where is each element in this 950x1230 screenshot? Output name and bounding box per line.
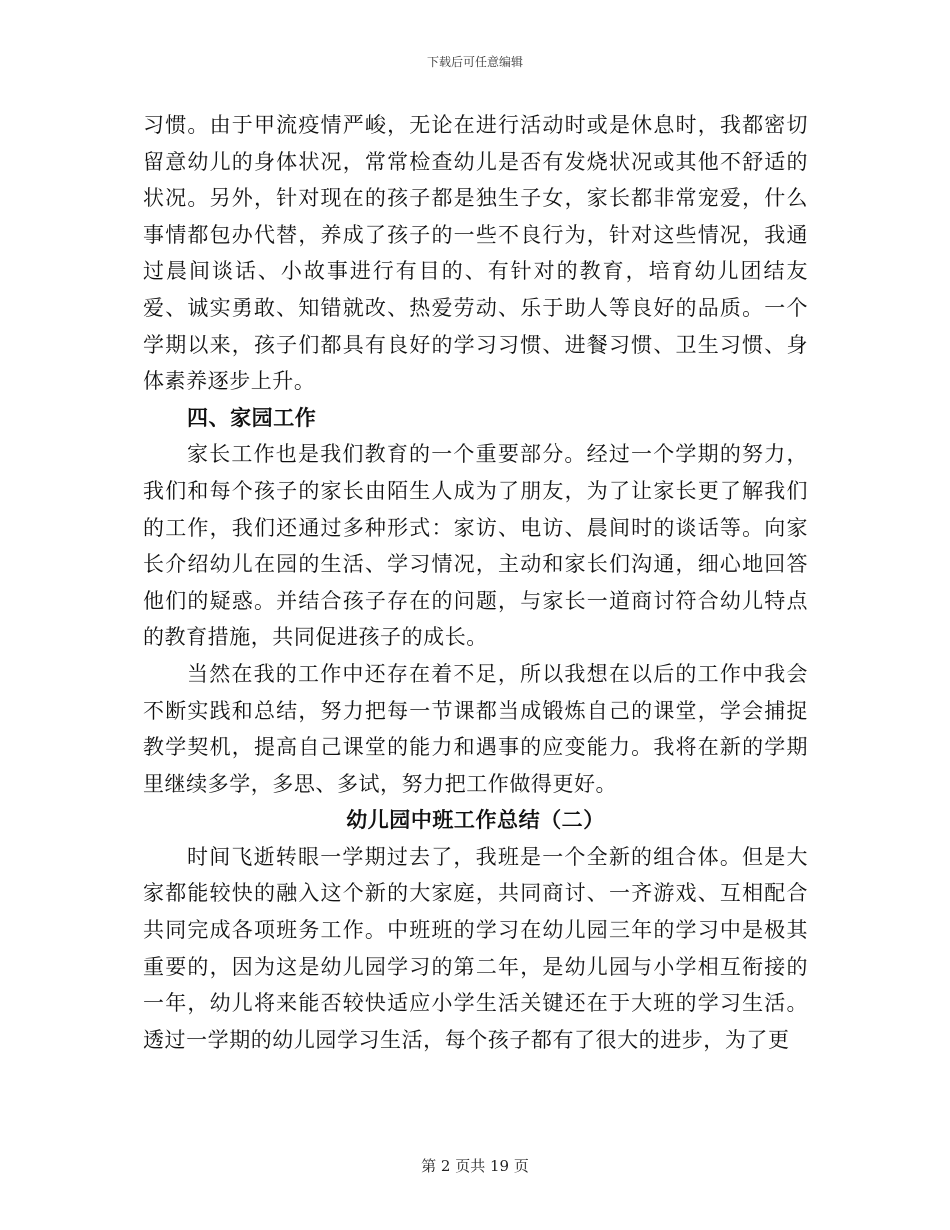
document-body	[143, 107, 808, 1058]
page-number: 第 2 页共 19 页	[421, 1157, 529, 1175]
download-edit-note: 下载后可任意编辑	[426, 55, 523, 69]
paragraph-habits-continued: 习惯。由于甲流疫情严峻，无论在进行活动时或是休息时，我都密切留意幼儿的身体状况，常常检查幼儿是否有发烧状况或其他不舒适的状况。另外，针对现在的孩子都是独生子女，家长都非常宠爱，什么事情都包办代替，养成了孩子的一些不良行为，针对这些情况，我通过晨间谈话、小故事进行有目的、有针对的教育，培育幼儿团结友爱、诚实勇敢、知错就改、热爱劳动、乐于助人等良好的品质。一个学期以来，孩子们都具有良好的学习习惯、进餐习惯、卫生习惯、身体素养逐步上升。	[143, 113, 808, 394]
paragraph-semester-intro: 时间飞逝转眼一学期过去了，我班是一个全新的组合体。但是大家都能较快的融入这个新的大家庭，共同商讨、一齐游戏、互相配合共同完成各项班务工作。中班班的学习在幼儿园三年的学习中是极其重要的，因为这是幼儿园学习的第二年，是幼儿园与小学相互衔接的一年，幼儿将来能否较快适应小学生活关键还在于大班的学习生活。透过一学期的幼儿园学习生活，每个孩子都有了很大的进步，为了更	[143, 844, 808, 1052]
document-title-part-two: 幼儿园中班工作总结（二）	[346, 807, 605, 833]
paragraph-parent-work: 家长工作也是我们教育的一个重要部分。经过一个学期的努力，我们和每个孩子的家长由陌生人成为了朋友，为了让家长更了解我们的工作，我们还通过多种形式：家访、电访、晨间时的谈话等。向家长介绍幼儿在园的生活、学习情况，主动和家长们沟通，细心地回答他们的疑惑。并结合孩子存在的问题，与家长一道商讨符合幼儿特点的教育措施，共同促进孩子的成长。	[143, 442, 808, 650]
section-heading-home-school: 四、家园工作	[187, 404, 317, 430]
paragraph-shortcomings: 当然在我的工作中还存在着不足，所以我想在以后的工作中我会不断实践和总结，努力把每一节课都当成锻炼自己的课堂，学会捕捉教学契机，提高自己课堂的能力和遇事的应变能力。我将在新的学期里继续多学，多思、多试，努力把工作做得更好。	[143, 661, 808, 796]
